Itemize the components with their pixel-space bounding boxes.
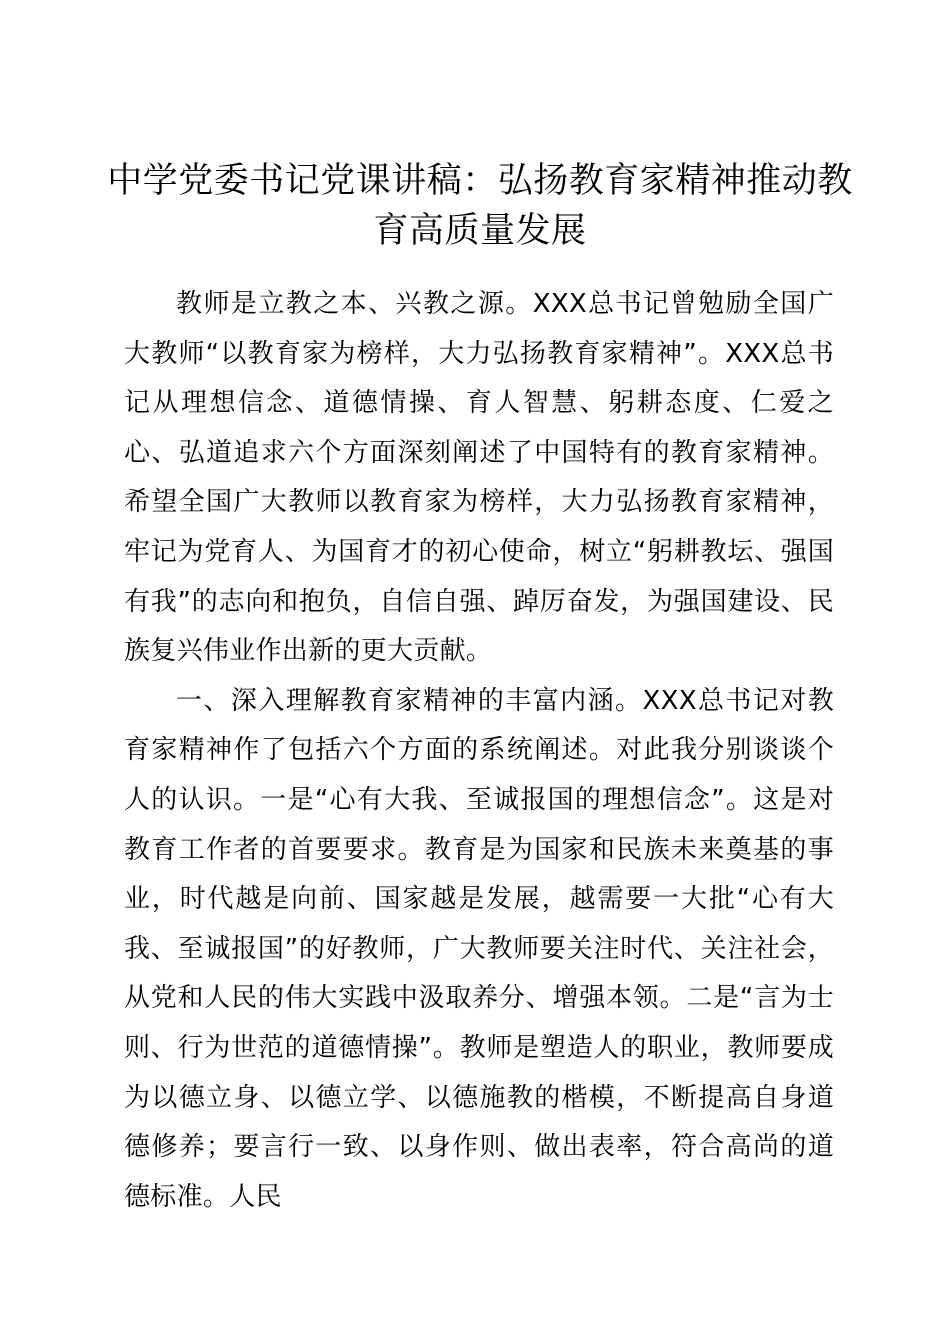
document-title: 中学党委书记党课讲稿：弘扬教育家精神推动教育高质量发展 xyxy=(107,161,853,251)
document-body xyxy=(124,280,834,1222)
paragraph-section-one: 一、深入理解教育家精神的丰富内涵。XXX总书记对教育家精神作了包括六个方面的系统阐述。对此我分别谈谈个人的认识。一是“心有大我、至诚报国的理想信念”。这是对教育工作者的首要要求。教育是为国家和民族未来奠基的事业，时代越是向前、国家越是发展，越需要一大批“心有大我、至诚报国”的好教师，广大教师要关注时代、关注社会，从党和人民的伟大实践中汲取养分、增强本领。二是“言为士则、行为世范的道德情操”。教师是塑造人的职业，教师要成为以德立身、以德立学、以德施教的楷模，不断提高自身道德修养；要言行一致、以身作则、做出表率，符合高尚的道德标准。人民 xyxy=(124,685,834,1212)
paragraph-intro: 教师是立教之本、兴教之源。XXX总书记曾勉励全国广大教师“以教育家为榜样，大力弘扬教育家精神”。XXX总书记从理想信念、道德情操、育人智慧、躬耕态度、仁爱之心、弘道追求六个方面深刻阐述了中国特有的教育家精神。希望全国广大教师以教育家为榜样，大力弘扬教育家精神，牢记为党育人、为国育才的初心使命，树立“躬耕教坛、强国有我”的志向和抱负，自信自强、踔厉奋发，为强国建设、民族复兴伟业作出新的更大贡献。 xyxy=(124,289,834,667)
